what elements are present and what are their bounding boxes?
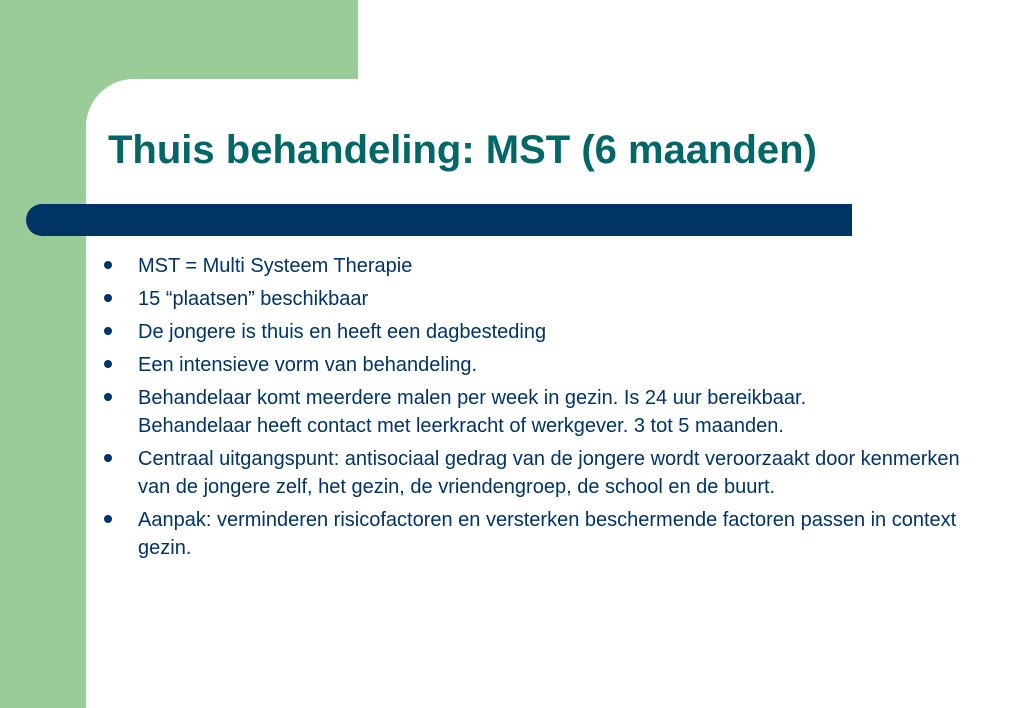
slide-title: Thuis behandeling: MST (6 maanden): [108, 128, 817, 172]
bullet-text: 15 “plaatsen” beschikbaar: [138, 288, 369, 310]
bullet-dot-icon: [104, 393, 112, 401]
list-item: [104, 445, 964, 501]
list-item: [104, 285, 964, 313]
bullet-text: [138, 384, 806, 440]
bullet-text: MST = Multi Systeem Therapie: [138, 255, 413, 277]
bullet-dot-icon: [104, 454, 112, 462]
list-item: [104, 506, 964, 562]
list-item: [104, 351, 964, 379]
list-item: [104, 252, 964, 280]
bullet-text: Aanpak: verminderen risicofactoren en versterken beschermende factoren passen in context gezin.: [138, 509, 957, 559]
bullet-text: Een intensieve vorm van behandeling.: [138, 354, 478, 376]
bullet-dot-icon: [104, 294, 112, 302]
bullet-dot-icon: [104, 360, 112, 368]
bullet-list: [104, 252, 964, 567]
bullet-text-line: Behandelaar heeft contact met leerkracht of werkgever. 3 tot 5 maanden.: [138, 415, 784, 437]
list-item: [104, 318, 964, 346]
bullet-text-line: Behandelaar komt meerdere malen per week in gezin. Is 24 uur bereikbaar.: [138, 387, 807, 409]
green-side-bar: [0, 0, 86, 708]
bullet-text: Centraal uitgangspunt: antisociaal gedrag van de jongere wordt veroorzaakt door kenmerken van de jongere zelf, het gezin, de vriendengroep, de school en de buurt.: [138, 448, 960, 498]
bullet-dot-icon: [104, 327, 112, 335]
title-underline-bar: [26, 204, 852, 236]
list-item: [104, 384, 964, 440]
bullet-dot-icon: [104, 515, 112, 523]
bullet-text: De jongere is thuis en heeft een dagbesteding: [138, 321, 547, 343]
bullet-dot-icon: [104, 261, 112, 269]
